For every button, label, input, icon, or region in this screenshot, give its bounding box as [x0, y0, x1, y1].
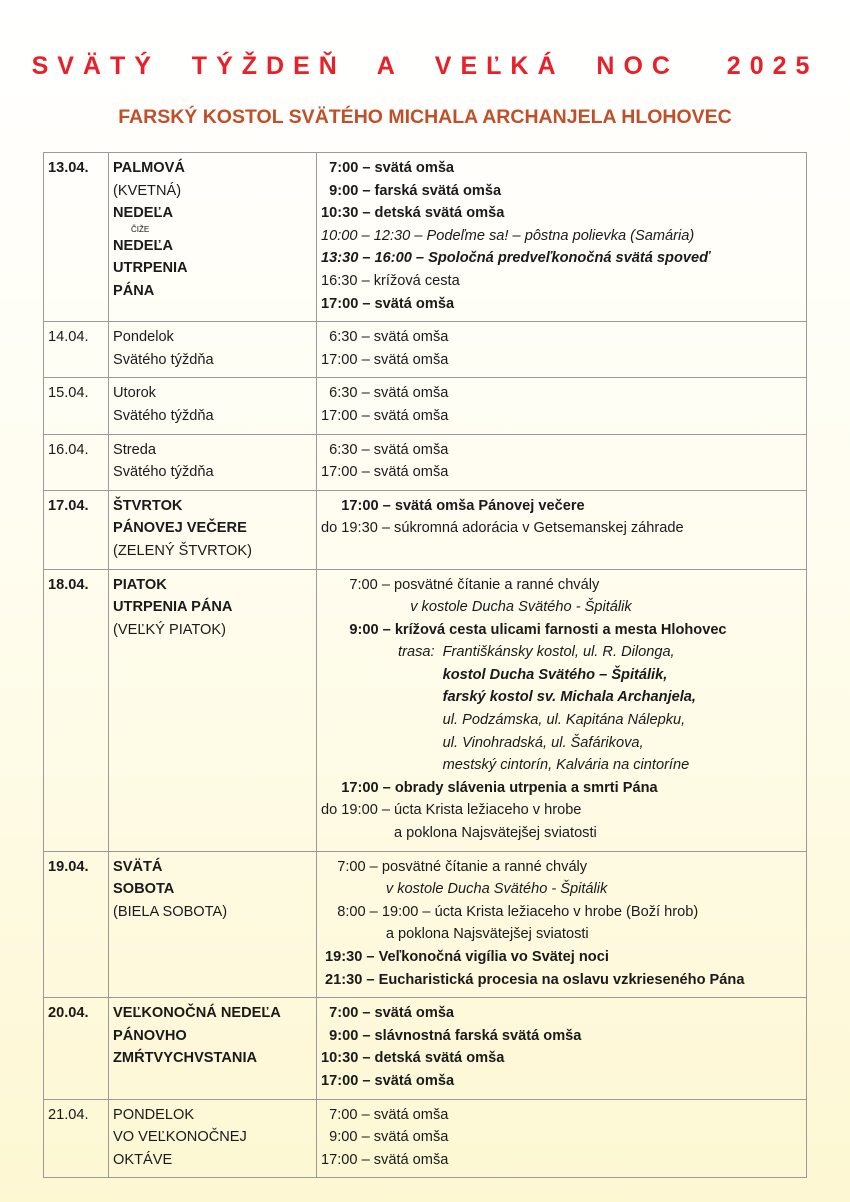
time-line: 13:30 – 16:00 – Spoločná predveľkonočná svätá spoveď	[321, 250, 710, 267]
times-cell	[317, 569, 807, 851]
time-line: 6:30 – svätá omša	[321, 441, 449, 458]
time-line: v kostole Ducha Svätého - Špitálik	[321, 881, 608, 898]
table-row	[44, 851, 807, 998]
time-line: 6:30 – svätá omša	[321, 329, 449, 346]
day-line: SVÄTÁ	[113, 858, 163, 875]
day-line: Pondelok	[113, 329, 174, 346]
time-line: 17:00 – svätá omša	[321, 407, 449, 424]
time-line: 17:00 – svätá omša	[321, 295, 455, 312]
time-line: 17:00 – svätá omša	[321, 1072, 455, 1089]
times-cell	[317, 322, 807, 378]
time-line: 7:00 – svätá omša	[321, 1005, 455, 1022]
time-line: 7:00 – svätá omša	[321, 160, 455, 176]
time-line: 17:00 – svätá omša	[321, 464, 449, 481]
day-cell	[109, 569, 317, 851]
table-row	[44, 569, 807, 851]
times-cell	[317, 378, 807, 434]
date-cell: 13.04.	[44, 153, 109, 322]
date-cell: 20.04.	[44, 998, 109, 1099]
day-cell	[109, 851, 317, 998]
time-line: 7:00 – posvätné čítanie a ranné chvály	[321, 858, 588, 875]
day-line: Svätého týždňa	[113, 464, 214, 481]
date-cell: 16.04.	[44, 434, 109, 490]
time-line: do 19:30 – súkromná adorácia v Getsemanskej záhrade	[321, 520, 684, 537]
time-line: 17:00 – svätá omša	[321, 351, 449, 368]
schedule-table	[43, 152, 807, 1178]
day-cell	[109, 153, 317, 322]
day-line: NEDEĽA	[113, 205, 173, 222]
day-cell	[109, 434, 317, 490]
day-line: UTRPENIA	[113, 260, 188, 277]
time-line: mestský cintorín, Kalvária na cintoríne	[321, 757, 690, 774]
times-cell	[317, 490, 807, 569]
date-cell: 18.04.	[44, 569, 109, 851]
day-cell	[109, 998, 317, 1099]
day-line: Svätého týždňa	[113, 351, 214, 368]
time-line: 9:00 – slávnostná farská svätá omša	[321, 1027, 582, 1044]
day-line: ZMŔTVYCHVSTANIA	[113, 1050, 258, 1067]
day-line: PIATOK	[113, 576, 167, 593]
times-cell	[317, 434, 807, 490]
day-line: VEĽKONOČNÁ NEDEĽA	[113, 1005, 281, 1022]
day-line: PALMOVÁ	[113, 160, 185, 176]
day-note: ČIŽE	[131, 224, 150, 234]
day-line: (VEĽKÝ PIATOK)	[113, 621, 227, 638]
day-cell	[109, 490, 317, 569]
day-line: PÁNOVHO	[113, 1027, 187, 1044]
time-line: 9:00 – krížová cesta ulicami farnosti a mesta Hlohovec	[321, 621, 727, 638]
day-line: Streda	[113, 441, 156, 458]
time-line: farský kostol sv. Michala Archanjela,	[321, 689, 696, 706]
time-line: 17:00 – svätá omša Pánovej večere	[321, 497, 585, 514]
date-cell: 17.04.	[44, 490, 109, 569]
page-title: SVÄTÝ TÝŽDEŇ A VEĽKÁ NOC 2025	[31, 52, 819, 80]
time-line: 16:30 – krížová cesta	[321, 272, 460, 289]
table-row	[44, 378, 807, 434]
day-line: PÁNA	[113, 282, 155, 299]
table-row	[44, 490, 807, 569]
time-line: 9:00 – farská svätá omša	[321, 182, 502, 199]
day-cell	[109, 378, 317, 434]
table-row	[44, 1099, 807, 1178]
date-cell: 21.04.	[44, 1099, 109, 1178]
day-line: PÁNOVEJ VEČERE	[113, 520, 247, 537]
time-line: ul. Podzámska, ul. Kapitána Nálepku,	[321, 712, 686, 729]
time-line: 9:00 – svätá omša	[321, 1129, 449, 1146]
table-row	[44, 998, 807, 1099]
day-line: Svätého týždňa	[113, 407, 214, 424]
time-line: a poklona Najsvätejšej sviatosti	[321, 825, 597, 842]
time-line: 7:00 – svätá omša	[321, 1106, 449, 1123]
date-cell: 14.04.	[44, 322, 109, 378]
time-line: kostol Ducha Svätého – Špitálik,	[321, 666, 668, 683]
day-line: (KVETNÁ)	[113, 182, 182, 199]
day-line: PONDELOK	[113, 1106, 195, 1123]
time-line: 10:30 – detská svätá omša	[321, 205, 505, 222]
day-line: SOBOTA	[113, 881, 175, 898]
time-line: 10:00 – 12:30 – Podeľme sa! – pôstna polievka (Samária)	[321, 227, 695, 244]
day-line: VO VEĽKONOČNEJ	[113, 1129, 247, 1146]
date-cell: 15.04.	[44, 378, 109, 434]
day-line: (ZELENÝ ŠTVRTOK)	[113, 542, 252, 559]
table-row	[44, 153, 807, 322]
day-line: (BIELA SOBOTA)	[113, 903, 228, 920]
times-cell	[317, 851, 807, 998]
day-cell	[109, 322, 317, 378]
times-cell	[317, 153, 807, 322]
date-cell: 19.04.	[44, 851, 109, 998]
day-line: ŠTVRTOK	[113, 497, 183, 514]
day-line: OKTÁVE	[113, 1151, 173, 1168]
time-line: 10:30 – detská svätá omša	[321, 1050, 505, 1067]
table-row	[44, 434, 807, 490]
day-line: UTRPENIA PÁNA	[113, 599, 233, 616]
time-line: a poklona Najsvätejšej sviatosti	[321, 926, 589, 943]
times-cell	[317, 998, 807, 1099]
times-cell	[317, 1099, 807, 1178]
time-line: 17:00 – svätá omša	[321, 1151, 449, 1168]
time-line: v kostole Ducha Svätého - Špitálik	[321, 599, 632, 616]
day-line: Utorok	[113, 385, 156, 402]
time-line: 21:30 – Eucharistická procesia na oslavu vzkrieseného Pána	[321, 971, 745, 988]
time-line: ul. Vinohradská, ul. Šafárikova,	[321, 734, 644, 751]
table-row	[44, 322, 807, 378]
time-line: 19:30 – Veľkonočná vigília vo Svätej noci	[321, 949, 609, 965]
time-line: do 19:00 – úcta Krista ležiaceho v hrobe	[321, 802, 582, 819]
time-line: trasa: Františkánsky kostol, ul. R. Dilonga,	[321, 644, 675, 661]
page-subtitle: FARSKÝ KOSTOL SVÄTÉHO MICHALA ARCHANJELA HLOHOVEC	[118, 106, 732, 128]
time-line: 6:30 – svätá omša	[321, 385, 449, 402]
day-line: NEDEĽA	[113, 237, 173, 254]
day-cell	[109, 1099, 317, 1178]
time-line: 7:00 – posvätné čítanie a ranné chvály	[321, 576, 600, 593]
time-line: 17:00 – obrady slávenia utrpenia a smrti Pána	[321, 779, 658, 796]
time-line: 8:00 – 19:00 – úcta Krista ležiaceho v hrobe (Boží hrob)	[321, 903, 699, 920]
